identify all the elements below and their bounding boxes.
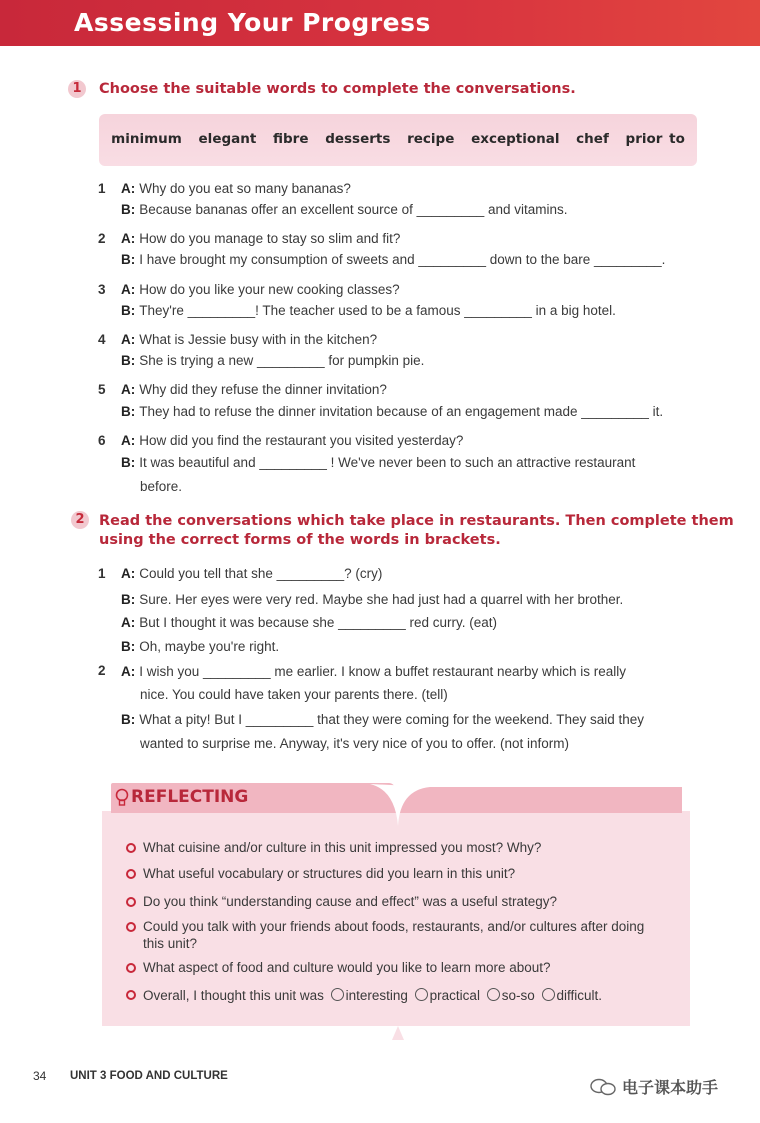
- rating-option-radio[interactable]: [487, 988, 500, 1001]
- rating-option-label: interesting: [345, 988, 408, 1003]
- watermark: 电子课本助手: [622, 1080, 719, 1097]
- lightbulb-icon: [115, 788, 129, 813]
- dialogue-line: A: Why do you eat so many bananas?: [121, 181, 351, 196]
- dialogue-line: B: They had to refuse the dinner invitation because of an engagement made _________ it.: [121, 404, 664, 419]
- rating-option-label: so-so: [501, 988, 535, 1003]
- dialogue-line: B: She is trying a new _________ for pumpkin pie.: [121, 353, 425, 368]
- question-number: 2: [98, 231, 106, 246]
- rating-option-radio[interactable]: [542, 988, 555, 1001]
- bullet-icon: [126, 922, 136, 932]
- dialogue-line: before.: [140, 479, 183, 494]
- section-1-heading: Choose the suitable words to complete the conversations.: [99, 81, 576, 97]
- question-number: 3: [98, 282, 106, 297]
- word-bank-item: fibre: [273, 131, 309, 147]
- reflecting-title: REFLECTING: [131, 787, 249, 807]
- dialogue-line: A: How do you manage to stay so slim and fit?: [121, 231, 401, 246]
- bullet-icon: [126, 963, 136, 973]
- dialogue-line: B: What a pity! But I _________ that they were coming for the weekend. They said they: [121, 712, 645, 727]
- dialogue-line: A: Why did they refuse the dinner invitation?: [121, 382, 387, 397]
- reflecting-item: Do you think “understanding cause and effect” was a useful strategy?: [143, 894, 557, 909]
- bullet-icon: [126, 869, 136, 879]
- rating-option-radio[interactable]: [415, 988, 428, 1001]
- dialogue-line: B: Oh, maybe you're right.: [121, 639, 280, 654]
- word-bank-item: exceptional: [471, 131, 560, 147]
- section-2-number: 2: [71, 511, 89, 529]
- word-bank-item: minimum: [111, 131, 182, 147]
- question-number: 1: [98, 566, 106, 581]
- dialogue-line: B: Sure. Her eyes were very red. Maybe she had just had a quarrel with her brother.: [121, 592, 624, 607]
- reflecting-item-continued: this unit?: [143, 936, 198, 951]
- question-number: 5: [98, 382, 106, 397]
- dialogue-line: A: But I thought it was because she _________ red curry. (eat): [121, 615, 497, 630]
- dialogue-line: A: What is Jessie busy with in the kitchen?: [121, 332, 378, 347]
- section-1-number: 1: [68, 80, 86, 98]
- word-bank-item: desserts: [325, 131, 391, 147]
- word-bank-item: recipe: [407, 131, 455, 147]
- section-2-heading-line-1: Read the conversations which take place in restaurants. Then complete them: [99, 513, 734, 529]
- reflecting-item: What cuisine and/or culture in this unit impressed you most? Why?: [143, 840, 542, 855]
- bullet-icon: [126, 990, 136, 1000]
- dialogue-line: nice. You could have taken your parents there. (tell): [140, 687, 448, 702]
- word-bank-item: chef: [576, 131, 609, 147]
- reflecting-item: What useful vocabulary or structures did you learn in this unit?: [143, 866, 516, 881]
- section-2-heading-line-2: using the correct forms of the words in brackets.: [99, 532, 501, 548]
- word-bank-item: elegant: [198, 131, 257, 147]
- reflecting-rating-line: Overall, I thought this unit was interesting practical so-so difficult.: [143, 988, 603, 1003]
- question-number: 4: [98, 332, 106, 347]
- question-number: 2: [98, 663, 106, 678]
- rating-option-label: difficult.: [556, 988, 603, 1003]
- dialogue-line: B: Because bananas offer an excellent source of _________ and vitamins.: [121, 202, 568, 217]
- rating-option-label: practical: [429, 988, 480, 1003]
- dialogue-line: wanted to surprise me. Anyway, it's very nice of you to offer. (not inform): [140, 736, 570, 751]
- dialogue-line: A: How do you like your new cooking classes?: [121, 282, 400, 297]
- reflecting-item: What aspect of food and culture would you like to learn more about?: [143, 960, 551, 975]
- dialogue-line: A: Could you tell that she _________? (cry): [121, 566, 383, 581]
- bullet-icon: [126, 897, 136, 907]
- dialogue-line: B: It was beautiful and _________ ! We've never been to such an attractive restaurant: [121, 455, 636, 470]
- word-bank-item: prior to: [625, 131, 685, 147]
- rating-option-radio[interactable]: [331, 988, 344, 1001]
- dialogue-line: A: I wish you _________ me earlier. I know a buffet restaurant nearby which is really: [121, 664, 627, 679]
- unit-label: UNIT 3 FOOD AND CULTURE: [70, 1070, 228, 1082]
- bullet-icon: [126, 843, 136, 853]
- dialogue-line: B: I have brought my consumption of sweets and _________ down to the bare _________.: [121, 252, 666, 267]
- dialogue-line: B: They're _________! The teacher used to be a famous _________ in a big hotel.: [121, 303, 616, 318]
- reflecting-item: Could you talk with your friends about foods, restaurants, and/or cultures after doing: [143, 919, 645, 934]
- wechat-logo-icon: [589, 1077, 617, 1097]
- question-number: 6: [98, 433, 106, 448]
- page-number: 34: [33, 1069, 47, 1083]
- dialogue-line: A: How did you find the restaurant you visited yesterday?: [121, 433, 464, 448]
- question-number: 1: [98, 181, 106, 196]
- page-title: Assessing Your Progress: [74, 8, 431, 37]
